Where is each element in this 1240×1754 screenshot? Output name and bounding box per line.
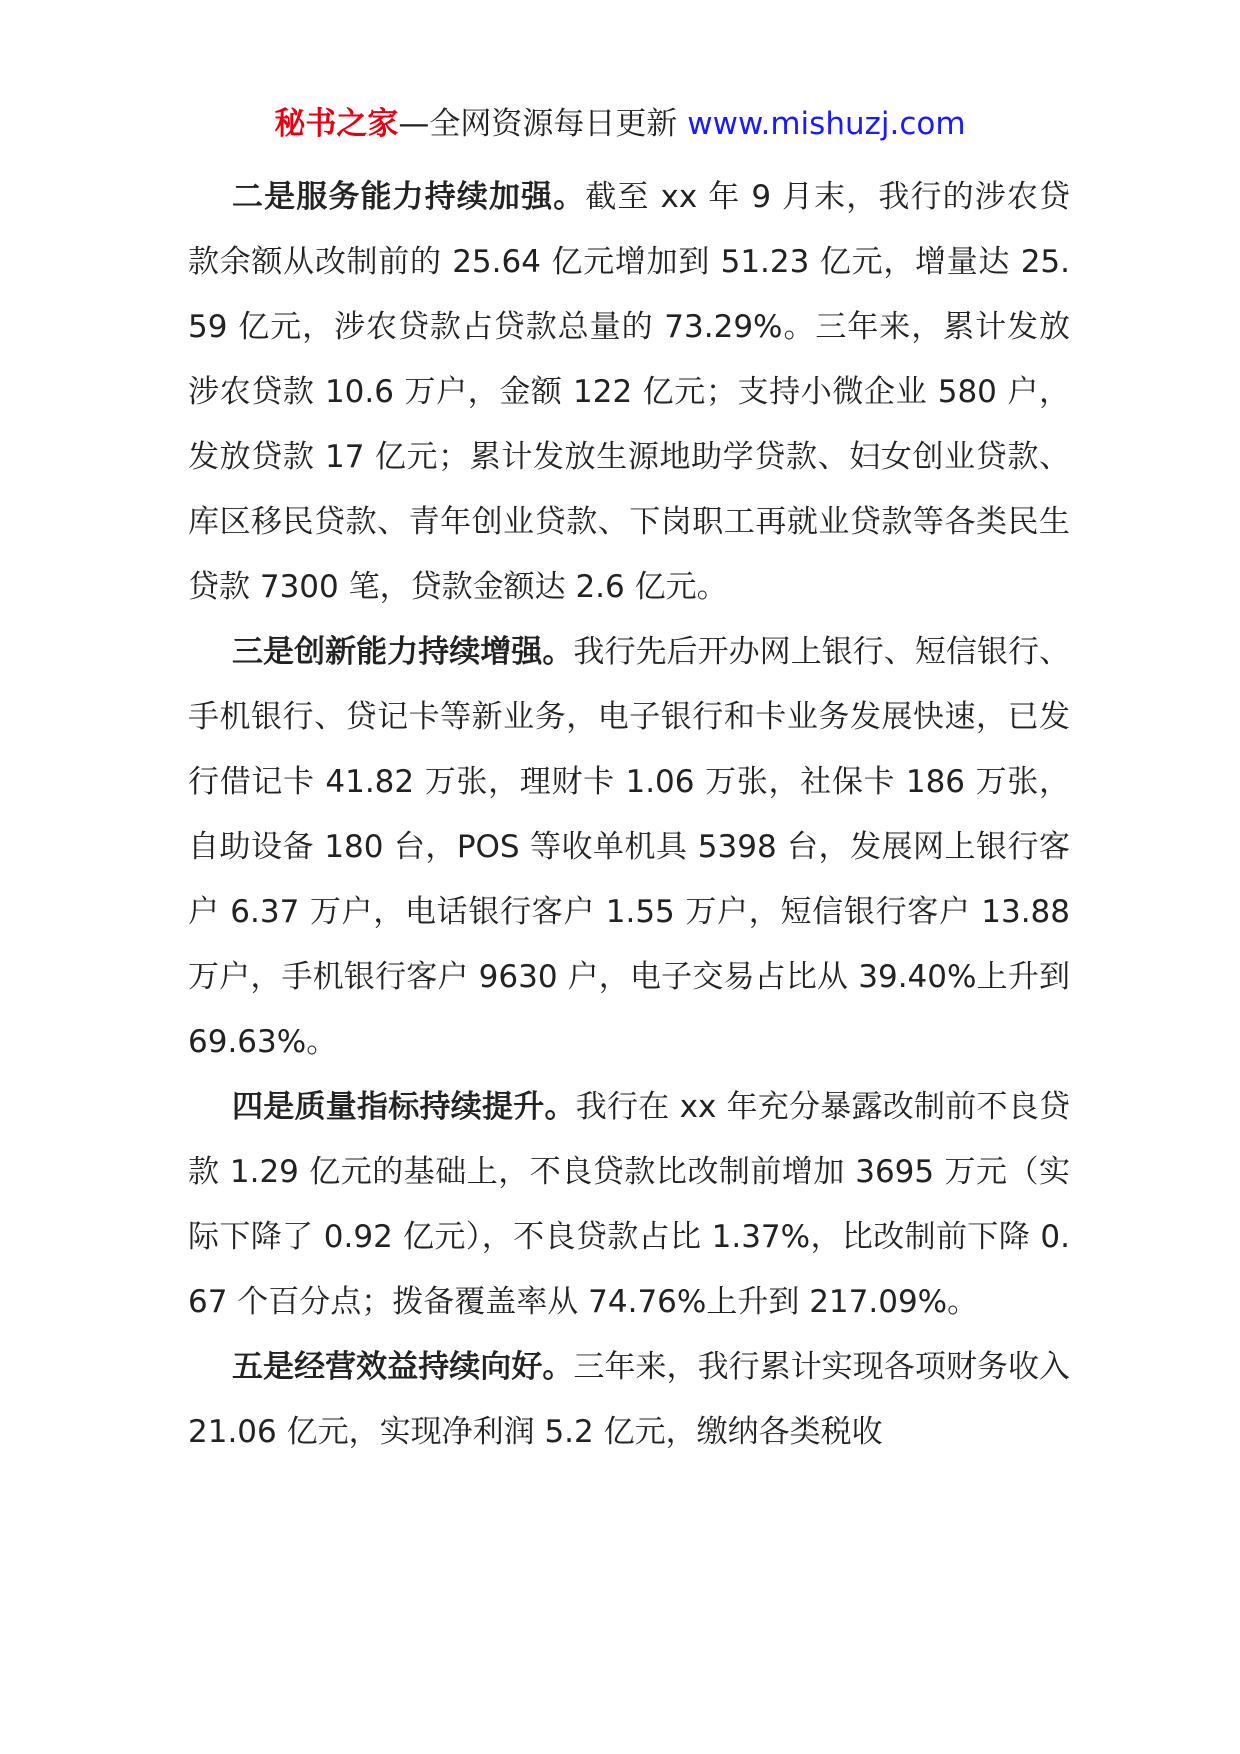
paragraph-text: 三年来，我行累计实现各项财务收入 21.06 亿元，实现净利润 5.2 亿元，缴纳各类税收 xyxy=(188,1349,1070,1450)
paragraph-text: 我行先后开办网上银行、短信银行、手机银行、贷记卡等新业务，电子银行和卡业务发展快速，已发行借记卡 41.82 万张，理财卡 1.06 万张，社保卡 186 万张，自助设备 180 台，POS 等收单机具 5398 台，发展网上银行客户 6.37 万户，电话银行客户 1.55 万户，短信银行客户 13.88 万户，手机银行客户 9630 户，电子交易占比从 39.40%上升到 69.63%。 xyxy=(188,634,1070,1060)
page-header xyxy=(0,102,1240,146)
paragraph-lead: 四是质量指标持续提升。 xyxy=(232,1089,576,1125)
paragraph-service-capacity xyxy=(188,165,1070,620)
paragraph-text: 截至 xx 年 9 月末，我行的涉农贷款余额从改制前的 25.64 亿元增加到 51.23 亿元，增量达 25.59 亿元，涉农贷款占贷款总量的 73.29%。三年来，累计发放涉农贷款 10.6 万户，金额 122 亿元；支持小微企业 580 户，发放贷款 17 亿元；累计发放生源地助学贷款、妇女创业贷款、库区移民贷款、青年创业贷款、下岗职工再就业贷款等各类民生贷款 7300 笔，贷款金额达 2.6 亿元。 xyxy=(188,179,1070,605)
paragraph-quality-indicators xyxy=(188,1075,1070,1335)
paragraph-lead: 二是服务能力持续加强。 xyxy=(232,179,586,215)
brand-name: 秘书之家 xyxy=(274,106,399,142)
website-link[interactable]: www.mishuzj.com xyxy=(687,106,966,142)
paragraph-text: 我行在 xx 年充分暴露改制前不良贷款 1.29 亿元的基础上，不良贷款比改制前增加 3695 万元（实际下降了 0.92 亿元），不良贷款占比 1.37%，比改制前下降 0.67 个百分点；拨备覆盖率从 74.76%上升到 217.09%。 xyxy=(188,1089,1070,1320)
paragraph-operating-efficiency xyxy=(188,1335,1070,1465)
paragraph-lead: 五是经营效益持续向好。 xyxy=(232,1349,574,1385)
paragraph-innovation-capacity xyxy=(188,620,1070,1075)
header-tagline: —全网资源每日更新 xyxy=(398,106,678,142)
paragraph-lead: 三是创新能力持续增强。 xyxy=(232,634,574,670)
document-body xyxy=(188,165,1070,1465)
